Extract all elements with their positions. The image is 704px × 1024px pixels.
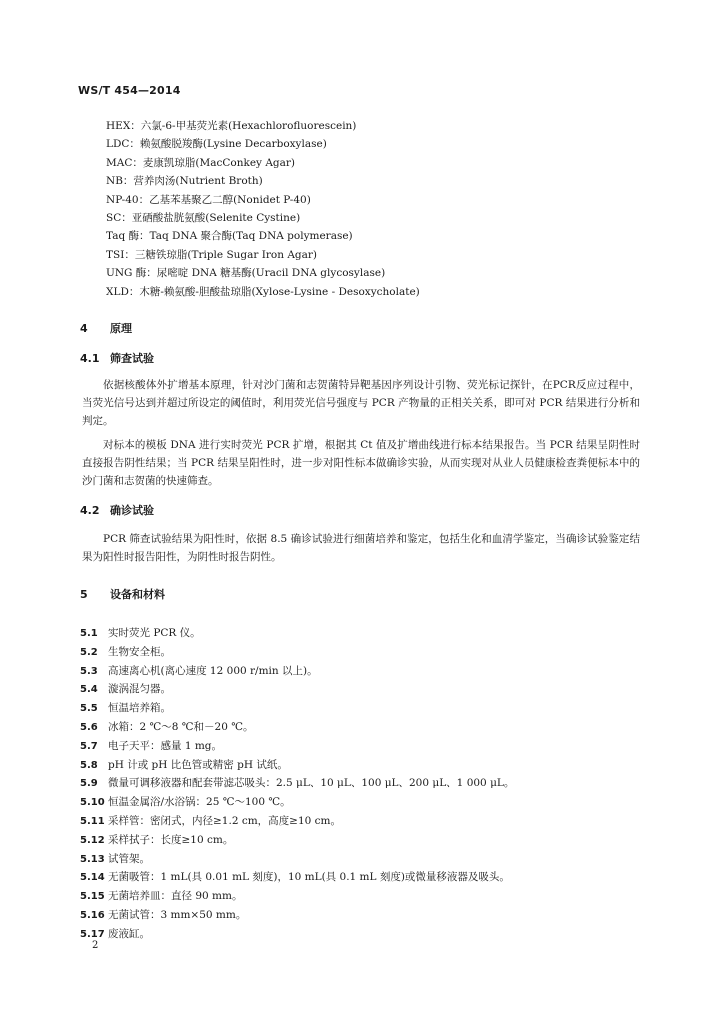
- item-text: 恒温金属浴/水浴锅：25 ℃～100 ℃。: [108, 796, 291, 809]
- standard-number-header: WS/T 454—2014: [78, 84, 181, 97]
- abbreviation-item: Taq 酶：Taq DNA 聚合酶(Taq DNA polymerase): [106, 230, 353, 243]
- subsection-4-1-heading: [80, 350, 154, 366]
- equipment-item: [80, 812, 514, 831]
- section-title: 设备和材料: [110, 588, 165, 601]
- item-text: 微量可调移液器和配套带滤芯吸头：2.5 μL、10 μL、100 μL、200 μL、1 000 μL。: [108, 777, 515, 790]
- item-text: 无菌试管：3 mm×50 mm。: [108, 908, 247, 921]
- item-number: 5.5: [80, 703, 98, 715]
- item-number: 5.3: [80, 665, 98, 677]
- item-text: 废液缸。: [108, 927, 150, 940]
- abbreviation-item: UNG 酶：尿嘧啶 DNA 糖基酶(Uracil DNA glycosylase): [106, 267, 386, 280]
- item-number: 5.1: [80, 628, 98, 639]
- item-number: 5.11: [80, 815, 105, 827]
- item-text: 采样管：密闭式，内径≥1.2 cm，高度≥10 cm。: [108, 814, 342, 827]
- item-number: 5.10: [80, 797, 105, 809]
- section-title: 原理: [110, 322, 132, 335]
- abbreviation-item: TSI：三糖铁琼脂(Triple Sugar Iron Agar): [106, 248, 318, 261]
- item-number: 5.6: [80, 721, 98, 733]
- item-number: 5.17: [80, 928, 105, 940]
- equipment-list: [80, 624, 514, 944]
- section-number: 5: [80, 588, 88, 601]
- item-text: 采样拭子：长度≥10 cm。: [108, 833, 234, 846]
- item-number: 5.4: [80, 684, 98, 696]
- item-text: 电子天平：感量 1 mg。: [108, 739, 223, 752]
- item-text: 无菌培养皿：直径 90 mm。: [108, 890, 243, 903]
- confirmation-paragraph: PCR 筛查试验结果为阳性时，依据 8.5 确诊试验进行细菌培养和鉴定，包括生化和血清学鉴定，当确诊试验鉴定结果为阳性时报告阳性，为阴性时报告阴性。: [82, 533, 640, 563]
- abbreviation-item: LDC：赖氨酸脱羧酶(Lysine Decarboxylase): [106, 138, 327, 151]
- item-text: 漩涡混匀器。: [108, 683, 171, 696]
- principle-paragraph-1: 依据核酸体外扩增基本原理，针对沙门菌和志贺菌特异靶基因序列设计引物、荧光标记探针，在PCR反应过程中，当荧光信号达到并超过所设定的阈值时，利用荧光信号强度与 PCR 产物量的正相关关系，即可对 PCR 结果进行分析和判定。: [82, 379, 640, 427]
- item-text: 冰箱：2 ℃～8 ℃和－20 ℃。: [108, 720, 254, 733]
- item-number: 5.12: [80, 834, 105, 846]
- equipment-item: [80, 887, 514, 906]
- item-number: 5.16: [80, 909, 105, 921]
- abbreviation-item: NP-40：乙基苯基聚乙二醇(Nonidet P-40): [106, 193, 311, 206]
- item-text: 无菌吸管：1 mL(具 0.01 mL 刻度)，10 mL(具 0.1 mL 刻度)或微量移液器及吸头。: [108, 871, 510, 884]
- equipment-item: [80, 774, 514, 793]
- equipment-item: [80, 643, 514, 662]
- equipment-item: [80, 906, 514, 925]
- item-text: 试管架。: [108, 852, 150, 865]
- principle-paragraph-2: 对标本的模板 DNA 进行实时荧光 PCR 扩增，根据其 Ct 值及扩增曲线进行标本结果报告。当 PCR 结果呈阴性时直接报告阴性结果；当 PCR 结果呈阳性时，进一步对阳性标本做确诊实验，从而实现对从业人员健康检查粪便标本中的沙门菌和志贺菌的快速筛查。: [82, 439, 640, 487]
- equipment-item: [80, 737, 514, 756]
- equipment-item: [80, 718, 514, 737]
- item-text: pH 计或 pH 比色管或精密 pH 试纸。: [108, 758, 288, 771]
- equipment-item: [80, 680, 514, 699]
- abbreviation-item: HEX：六氯-6-甲基荧光素(Hexachlorofluorescein): [106, 120, 357, 132]
- page-number: 2: [92, 940, 99, 951]
- abbreviation-item: MAC：麦康凯琼脂(MacConkey Agar): [106, 156, 295, 169]
- subsection-number: 4.1: [80, 352, 100, 365]
- item-number: 5.8: [80, 759, 98, 771]
- subsection-title: 筛查试验: [110, 352, 154, 365]
- abbreviation-list: [106, 117, 420, 301]
- item-text: 生物安全柜。: [108, 645, 171, 658]
- equipment-item: [80, 831, 514, 850]
- equipment-item: [80, 699, 514, 718]
- section-number: 4: [80, 322, 88, 335]
- item-number: 5.7: [80, 740, 98, 752]
- item-number: 5.13: [80, 853, 105, 865]
- item-text: 高速离心机(离心速度 12 000 r/min 以上)。: [108, 664, 318, 677]
- item-number: 5.2: [80, 646, 98, 658]
- subsection-number: 4.2: [80, 504, 100, 517]
- item-number: 5.14: [80, 872, 105, 884]
- section-5-heading: [80, 586, 165, 602]
- subsection-4-2-heading: [80, 502, 154, 518]
- item-text: 实时荧光 PCR 仪。: [108, 627, 201, 639]
- abbreviation-item: NB：营养肉汤(Nutrient Broth): [106, 175, 263, 188]
- item-number: 5.9: [80, 778, 98, 790]
- item-text: 恒温培养箱。: [108, 702, 171, 715]
- abbreviation-item: SC：亚硒酸盐胱氨酸(Selenite Cystine): [106, 211, 301, 224]
- item-number: 5.15: [80, 891, 105, 903]
- equipment-item: [80, 756, 514, 775]
- equipment-item: [80, 662, 514, 681]
- equipment-item: [80, 925, 514, 944]
- abbreviation-item: XLD：木糖-赖氨酸-胆酸盐琼脂(Xylose-Lysine - Desoxycholate): [106, 285, 420, 298]
- equipment-item: [80, 793, 514, 812]
- section-4-heading: [80, 320, 132, 336]
- equipment-item: [80, 868, 514, 887]
- equipment-item: [80, 850, 514, 869]
- subsection-title: 确诊试验: [110, 504, 154, 517]
- equipment-item: [80, 624, 514, 643]
